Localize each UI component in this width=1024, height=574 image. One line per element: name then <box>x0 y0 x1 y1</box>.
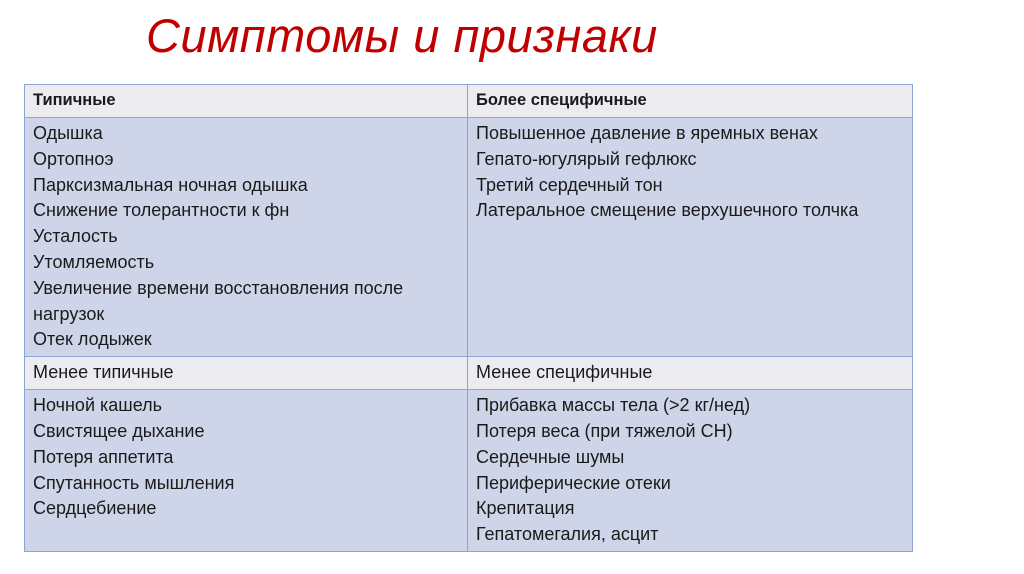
less-specific-list <box>468 390 913 552</box>
table-row <box>25 390 913 552</box>
less-typical-list <box>25 390 468 552</box>
list-item: Снижение толерантности к фн <box>33 200 290 221</box>
list-item: Потеря веса (при тяжелой СН) <box>476 420 733 441</box>
list-item: Сердцебиение <box>33 498 157 519</box>
list-item: Латеральное смещение верхушечного толчка <box>476 200 859 221</box>
more-specific-list <box>468 118 913 357</box>
symptoms-table <box>24 84 913 552</box>
header-less-typical: Менее типичные <box>25 357 468 390</box>
table-header-row <box>25 357 913 390</box>
list-item: Крепитация <box>476 498 575 519</box>
list-item: Ортопноэ <box>33 148 114 169</box>
list-item: Парксизмальная ночная одышка <box>33 174 308 195</box>
list-item: Повышенное давление в яремных венах <box>476 123 818 143</box>
list-item: Отек лодыжек <box>33 329 152 350</box>
list-item: Гепато-югулярый гефлюкс <box>476 148 697 169</box>
table-header-row <box>25 85 913 118</box>
list-item: Спутанность мышления <box>33 472 235 493</box>
header-more-specific: Более специфичные <box>468 85 913 118</box>
list-item: Увеличение времени восстановления после нагрузок <box>33 277 404 324</box>
list-item: Утомляемость <box>33 251 155 272</box>
list-item: Ночной кашель <box>33 395 163 416</box>
list-item: Третий сердечный тон <box>476 174 663 195</box>
page-title: Симптомы и признаки <box>146 9 658 62</box>
header-less-specific: Менее специфичные <box>468 357 913 390</box>
list-item: Прибавка массы тела (>2 кг/нед) <box>476 395 751 416</box>
list-item: Усталость <box>33 226 118 247</box>
list-item: Одышка <box>33 123 103 143</box>
list-item: Свистящее дыхание <box>33 420 205 441</box>
list-item: Сердечные шумы <box>476 446 625 467</box>
header-typical: Типичные <box>25 85 468 118</box>
list-item: Гепатомегалия, асцит <box>476 524 659 545</box>
list-item: Периферические отеки <box>476 472 671 493</box>
table-row <box>25 118 913 357</box>
typical-list <box>25 118 468 357</box>
list-item: Потеря аппетита <box>33 446 174 467</box>
